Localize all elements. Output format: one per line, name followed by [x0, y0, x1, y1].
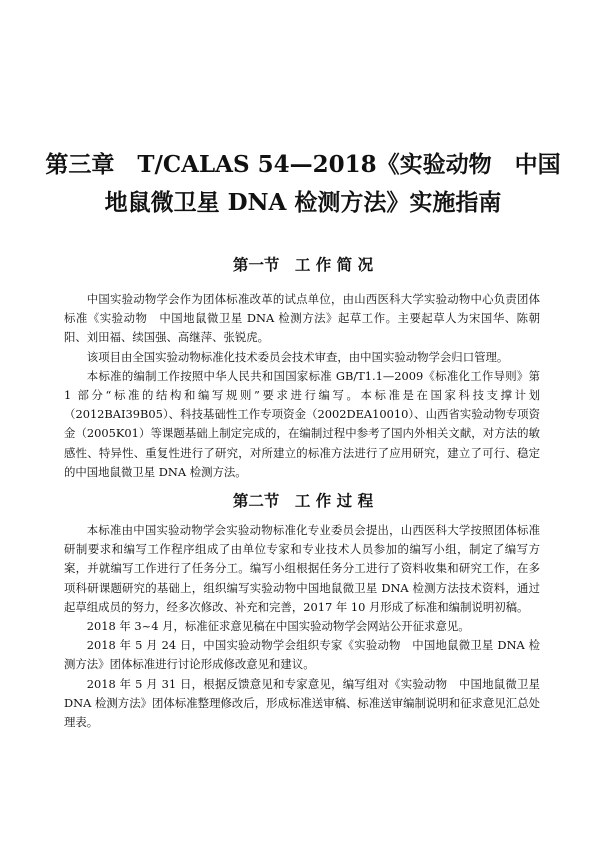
paragraph: 2018 年 3~4 月，标准征求意见稿在中国实验动物学会网站公开征求意见。: [86, 619, 470, 634]
section-heading-work-process: 第二节 工 作 过 程: [232, 491, 374, 510]
section-heading-work-overview: 第一节 工 作 简 况: [232, 255, 374, 274]
chapter-title-line-1: 第三章 T/CALAS 54—2018《实验动物 中国: [45, 151, 561, 178]
paragraph: 本标准的编制工作按照中华人民共和国国家标准 GB/T1.1—2009《标准化工作导则》第 1 部分“标准的结构和编写规则”要求进行编写。本标准是在国家科技支撑计划（2012BAI39B05）、科技基础性工作专项资金（2002DEA10010）、山西省实验动物专项资金（2005K01）等课题基础上制定完成的，在编制过程中参考了国内外相关文献，对方法的敏感性、特异性、重复性进行了研究，对所建立的标准方法进行了应用研究，建立了可行、稳定的中国地鼠微卫星 DNA 检测方法。: [64, 368, 540, 479]
paragraph: 2018 年 5 月 31 日，根据反馈意见和专家意见，编写组对《实验动物 中国地鼠微卫星 DNA 检测方法》团体标准整理修改后，形成标准送审稿、标准送审编制说明和征求意见汇总处理表。: [64, 676, 540, 730]
chapter-title: [40, 146, 566, 222]
paragraph: 本标准由中国实验动物学会实验动物标准化专业委员会提出，山西医科大学按照团体标准研制要求和编写工作程序组成了由单位专家和专业技术人员参加的编写小组，制定了编写方案，并就编写工作进行了任务分工。编写小组根据任务分工进行了资料收集和研究工作，在多项科研课题研究的基础上，组织编写实验动物中国地鼠微卫星 DNA 检测方法技术资料，通过起草组成员的努力，经多次修改、补充和完善，2017 年 10 月形成了标准和编制说明初稿。: [64, 523, 540, 614]
paragraph: 中国实验动物学会作为团体标准改革的试点单位，由山西医科大学实验动物中心负责团体标准《实验动物 中国地鼠微卫星 DNA 检测方法》起草工作。主要起草人为宋国华、陈朝阳、刘田福、续国强、高继萍、张锐虎。: [64, 292, 540, 345]
paragraph: 该项目由全国实验动物标准化技术委员会技术审查，由中国实验动物学会归口管理。: [86, 349, 509, 364]
section-body-work-process: [64, 521, 540, 732]
section-body-work-overview: [64, 290, 540, 482]
paragraph: 2018 年 5 月 24 日，中国实验动物学会组织专家《实验动物 中国地鼠微卫星 DNA 检测方法》团体标准进行讨论形成修改意见和建议。: [64, 638, 540, 672]
chapter-title-line-2: 地鼠微卫星 DNA 检测方法》实施指南: [104, 189, 502, 216]
